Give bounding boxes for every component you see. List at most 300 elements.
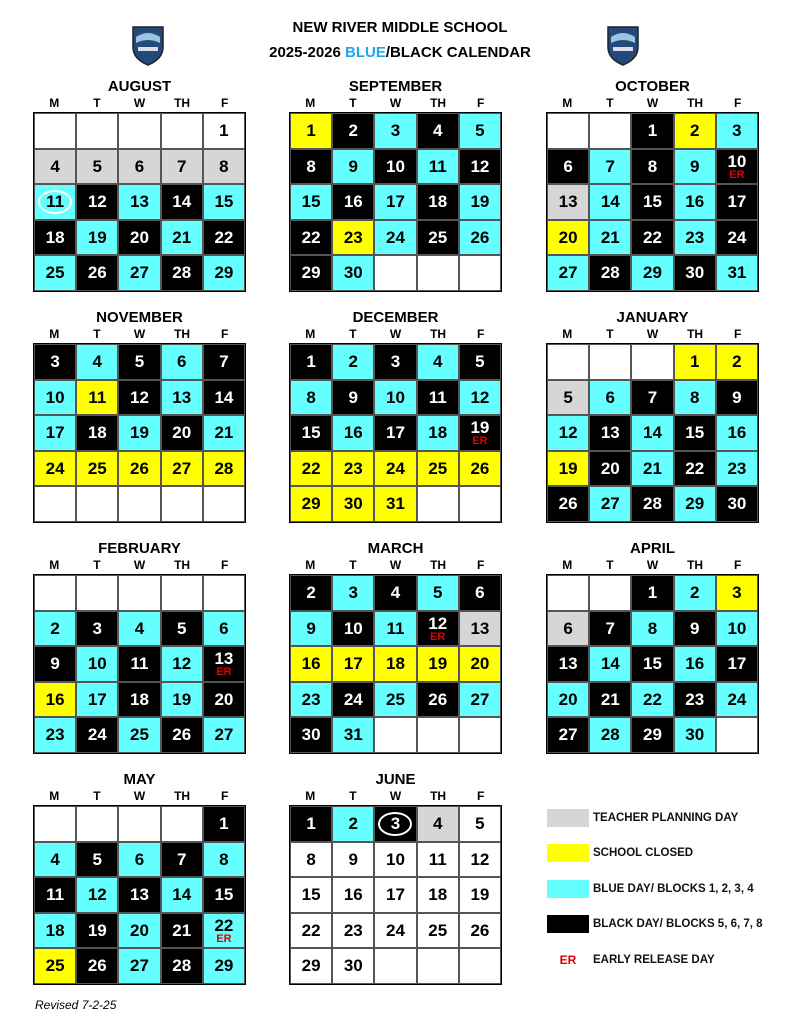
day-number: 18 (386, 654, 405, 674)
day-cell (76, 913, 118, 949)
day-cell (76, 877, 118, 913)
day-cell (374, 717, 416, 753)
day-number: 8 (689, 387, 700, 407)
weekday-header (33, 96, 246, 110)
day-number: 15 (301, 423, 321, 443)
day-cell (118, 877, 160, 913)
day-cell (417, 380, 459, 416)
day-cell (589, 380, 631, 416)
title-rest: /BLACK CALENDAR (385, 44, 531, 61)
day-number: 14 (214, 387, 234, 407)
day-cell (459, 948, 501, 984)
day-cell (459, 344, 501, 380)
day-cell (290, 184, 332, 220)
day-number: 11 (428, 387, 447, 407)
day-number: 10 (343, 618, 363, 638)
weekday-label: T (93, 789, 101, 803)
day-cell (374, 646, 416, 682)
day-number: 29 (214, 263, 234, 283)
day-number: 26 (470, 920, 490, 940)
day-number: 1 (647, 583, 658, 603)
day-number: 13 (470, 618, 490, 638)
day-cell (290, 611, 332, 647)
day-cell (417, 842, 459, 878)
day-number: 15 (685, 423, 705, 443)
day-number: 23 (727, 458, 747, 478)
day-cell (332, 184, 374, 220)
day-cell (332, 913, 374, 949)
day-cell (203, 646, 245, 682)
month-grid (33, 805, 246, 985)
day-number: 27 (470, 689, 490, 709)
day-cell (76, 344, 118, 380)
day-number: 15 (214, 192, 234, 212)
day-number: 16 (301, 654, 321, 674)
day-cell (674, 717, 716, 753)
weekday-label: TH (174, 789, 191, 803)
day-cell (631, 717, 673, 753)
day-number: 29 (214, 956, 234, 976)
school-logo-right (605, 23, 641, 67)
day-number: 21 (643, 458, 662, 478)
day-cell (161, 877, 203, 913)
day-number: 17 (727, 192, 747, 212)
day-number: 25 (386, 689, 405, 709)
day-number: 24 (727, 689, 747, 709)
day-cell (417, 806, 459, 842)
day-cell (417, 184, 459, 220)
day-cell (674, 113, 716, 149)
weekday-label: W (389, 327, 402, 341)
day-cell (459, 255, 501, 291)
day-number: 28 (600, 725, 620, 745)
day-cell (34, 948, 76, 984)
day-cell (118, 611, 160, 647)
day-cell (374, 451, 416, 487)
day-cell (34, 486, 76, 522)
day-cell (161, 486, 203, 522)
weekday-label: T (93, 558, 101, 572)
day-cell (417, 255, 459, 291)
day-cell (459, 220, 501, 256)
day-number: 2 (732, 352, 742, 372)
day-cell (332, 646, 374, 682)
day-cell (161, 415, 203, 451)
day-cell (203, 184, 245, 220)
day-number: 12 (470, 387, 490, 407)
day-cell (118, 682, 160, 718)
day-number: 17 (727, 654, 747, 674)
early-release-mark: ER (216, 666, 232, 679)
day-cell (290, 842, 332, 878)
day-number: 13 (130, 885, 149, 905)
day-cell (203, 575, 245, 611)
day-number: 5 (92, 156, 103, 176)
day-cell (76, 486, 118, 522)
day-number: 19 (470, 418, 490, 438)
legend-label: TEACHER PLANNING DAY (593, 811, 739, 824)
day-number: 6 (563, 156, 573, 176)
day-cell (34, 717, 76, 753)
day-cell (290, 682, 332, 718)
day-cell (76, 380, 118, 416)
weekday-label: W (389, 558, 402, 572)
day-cell (203, 877, 245, 913)
day-number: 23 (685, 689, 705, 709)
month-name: AUGUST (107, 78, 172, 95)
day-cell (34, 842, 76, 878)
day-cell (459, 842, 501, 878)
day-number: 16 (685, 654, 705, 674)
weekday-label: F (477, 789, 485, 803)
day-number: 31 (386, 494, 405, 514)
month-name: APRIL (630, 540, 675, 557)
day-number: 21 (214, 423, 234, 443)
month-december (289, 309, 502, 523)
day-number: 23 (343, 227, 363, 247)
day-cell (374, 149, 416, 185)
day-number: 4 (50, 849, 60, 869)
day-number: 3 (390, 814, 401, 834)
day-number: 25 (45, 956, 65, 976)
day-number: 30 (685, 263, 705, 283)
day-cell (76, 415, 118, 451)
day-number: 14 (643, 423, 662, 443)
weekday-label: M (305, 96, 316, 110)
weekday-header (289, 558, 502, 572)
day-cell (374, 415, 416, 451)
day-cell (34, 344, 76, 380)
day-number: 28 (600, 263, 620, 283)
day-number: 26 (130, 458, 149, 478)
swatch-yellow (547, 844, 589, 862)
day-cell (203, 717, 245, 753)
day-cell (547, 682, 589, 718)
day-cell (203, 149, 245, 185)
day-number: 27 (558, 725, 578, 745)
day-number: 2 (348, 121, 359, 141)
day-number: 29 (301, 263, 321, 283)
day-number: 23 (45, 725, 65, 745)
swatch-black (547, 915, 589, 933)
day-cell (161, 113, 203, 149)
day-cell (34, 806, 76, 842)
day-number: 20 (172, 423, 192, 443)
day-cell (76, 842, 118, 878)
day-number: 31 (343, 725, 363, 745)
day-number: 12 (470, 849, 490, 869)
day-cell (161, 184, 203, 220)
day-number: 4 (390, 583, 401, 603)
day-number: 18 (428, 885, 448, 905)
day-cell (161, 255, 203, 291)
day-cell (118, 149, 160, 185)
day-number: 8 (306, 387, 316, 407)
day-cell (417, 149, 459, 185)
day-number: 10 (87, 654, 107, 674)
day-cell (118, 415, 160, 451)
day-number: 28 (643, 494, 662, 514)
day-cell (716, 575, 758, 611)
day-number: 16 (343, 192, 363, 212)
day-cell (76, 113, 118, 149)
day-cell (374, 220, 416, 256)
day-cell (290, 113, 332, 149)
day-cell (76, 682, 118, 718)
day-number: 5 (475, 814, 485, 834)
day-number: 16 (685, 192, 705, 212)
weekday-label: W (389, 96, 402, 110)
day-cell (290, 344, 332, 380)
day-cell (674, 415, 716, 451)
day-cell (417, 682, 459, 718)
day-cell (716, 717, 758, 753)
weekday-label: F (734, 558, 742, 572)
month-name: FEBRUARY (98, 540, 181, 557)
day-cell (674, 682, 716, 718)
day-number: 4 (134, 618, 145, 638)
day-cell (631, 344, 673, 380)
day-cell (76, 220, 118, 256)
day-number: 9 (348, 849, 359, 869)
day-number: 27 (558, 263, 578, 283)
day-cell (589, 646, 631, 682)
day-cell (374, 486, 416, 522)
day-cell (674, 611, 716, 647)
day-number: 6 (563, 618, 573, 638)
day-number: 19 (470, 885, 490, 905)
day-cell (118, 255, 160, 291)
day-cell (203, 682, 245, 718)
day-cell (459, 451, 501, 487)
day-number: 30 (727, 494, 747, 514)
day-cell (290, 948, 332, 984)
day-number: 8 (219, 849, 229, 869)
legend-er (547, 942, 763, 978)
day-cell (716, 149, 758, 185)
day-cell (674, 486, 716, 522)
day-cell (589, 486, 631, 522)
day-number: 2 (689, 121, 700, 141)
day-number: 5 (475, 352, 485, 372)
day-cell (459, 415, 501, 451)
day-number: 10 (45, 387, 65, 407)
day-cell (716, 682, 758, 718)
day-cell (547, 220, 589, 256)
weekday-label: F (734, 327, 742, 341)
day-cell (589, 184, 631, 220)
day-cell (332, 149, 374, 185)
day-cell (76, 255, 118, 291)
day-number: 24 (45, 458, 65, 478)
weekday-label: T (349, 789, 357, 803)
day-number: 19 (130, 423, 149, 443)
day-cell (290, 575, 332, 611)
day-number: 4 (432, 814, 443, 834)
day-number: 27 (130, 263, 149, 283)
day-cell (118, 486, 160, 522)
day-cell (332, 380, 374, 416)
day-number: 8 (219, 156, 229, 176)
day-cell (374, 611, 416, 647)
legend-label: EARLY RELEASE DAY (593, 953, 715, 966)
day-cell (547, 717, 589, 753)
day-number: 14 (600, 654, 620, 674)
day-number: 13 (214, 649, 234, 669)
legend-label: BLUE DAY/ BLOCKS 1, 2, 3, 4 (593, 882, 754, 895)
day-cell (674, 380, 716, 416)
day-number: 3 (92, 618, 103, 638)
day-number: 3 (732, 121, 742, 141)
day-number: 22 (643, 227, 662, 247)
weekday-label: TH (687, 327, 704, 341)
day-cell (290, 415, 332, 451)
day-number: 30 (343, 956, 363, 976)
day-cell (34, 220, 76, 256)
day-cell (547, 646, 589, 682)
weekday-label: TH (687, 558, 704, 572)
day-cell (203, 611, 245, 647)
day-number: 12 (470, 156, 490, 176)
day-cell (674, 646, 716, 682)
day-cell (161, 575, 203, 611)
weekday-header (289, 96, 502, 110)
day-number: 8 (647, 618, 658, 638)
day-cell (631, 682, 673, 718)
day-number: 18 (428, 423, 448, 443)
day-cell (374, 113, 416, 149)
month-grid (546, 343, 759, 523)
day-number: 18 (45, 920, 65, 940)
day-cell (459, 646, 501, 682)
weekday-label: TH (430, 789, 447, 803)
day-number: 11 (88, 387, 107, 407)
day-number: 26 (87, 956, 107, 976)
day-number: 10 (727, 618, 747, 638)
weekday-label: F (221, 558, 229, 572)
day-number: 20 (558, 227, 578, 247)
day-number: 28 (172, 956, 192, 976)
day-cell (459, 380, 501, 416)
day-cell (674, 451, 716, 487)
day-cell (459, 575, 501, 611)
weekday-label: F (734, 96, 742, 110)
day-cell (716, 486, 758, 522)
day-number: 11 (46, 885, 65, 905)
day-number: 20 (130, 920, 149, 940)
day-number: 16 (343, 885, 363, 905)
weekday-label: TH (430, 96, 447, 110)
day-cell (76, 717, 118, 753)
day-number: 15 (301, 885, 321, 905)
day-number: 28 (172, 263, 192, 283)
day-cell (674, 220, 716, 256)
day-number: 24 (386, 227, 405, 247)
day-cell (34, 575, 76, 611)
day-cell (417, 486, 459, 522)
day-number: 4 (432, 352, 443, 372)
day-cell (674, 184, 716, 220)
day-number: 20 (470, 654, 490, 674)
day-number: 18 (45, 227, 65, 247)
day-cell (203, 255, 245, 291)
day-number: 20 (130, 227, 149, 247)
day-number: 9 (689, 156, 700, 176)
weekday-label: M (305, 558, 316, 572)
day-cell (589, 113, 631, 149)
day-number: 3 (732, 583, 742, 603)
day-cell (203, 113, 245, 149)
highlight-circle (378, 812, 412, 836)
month-grid (33, 574, 246, 754)
month-name: SEPTEMBER (348, 78, 443, 95)
day-cell (161, 149, 203, 185)
day-cell (332, 948, 374, 984)
day-number: 20 (600, 458, 620, 478)
day-number: 26 (428, 689, 448, 709)
day-cell (374, 255, 416, 291)
day-number: 26 (172, 725, 192, 745)
day-number: 20 (214, 689, 234, 709)
day-cell (34, 380, 76, 416)
day-cell (716, 255, 758, 291)
day-number: 29 (301, 494, 321, 514)
month-grid (289, 574, 502, 754)
month-grid (546, 574, 759, 754)
day-number: 12 (87, 192, 107, 212)
er-mark: ER (559, 952, 577, 967)
weekday-label: TH (430, 327, 447, 341)
day-cell (34, 149, 76, 185)
weekday-label: M (562, 558, 573, 572)
day-cell (161, 220, 203, 256)
month-september (289, 78, 502, 292)
day-number: 10 (386, 156, 405, 176)
day-number: 25 (130, 725, 149, 745)
day-cell (459, 717, 501, 753)
weekday-label: T (606, 558, 614, 572)
weekday-label: W (133, 96, 146, 110)
day-number: 9 (50, 654, 60, 674)
day-number: 23 (685, 227, 705, 247)
day-cell (290, 255, 332, 291)
weekday-header (546, 558, 759, 572)
day-number: 13 (130, 192, 149, 212)
day-number: 13 (172, 387, 192, 407)
day-cell (716, 344, 758, 380)
day-number: 6 (219, 618, 229, 638)
day-number: 5 (563, 387, 573, 407)
day-number: 16 (45, 689, 65, 709)
weekday-label: W (133, 558, 146, 572)
day-number: 11 (130, 654, 149, 674)
day-number: 21 (600, 227, 620, 247)
day-cell (547, 486, 589, 522)
day-number: 29 (643, 725, 662, 745)
day-number: 16 (343, 423, 363, 443)
day-cell (203, 380, 245, 416)
day-cell (118, 842, 160, 878)
day-cell (203, 220, 245, 256)
day-number: 18 (130, 689, 149, 709)
weekday-label: M (49, 558, 60, 572)
day-cell (674, 255, 716, 291)
month-grid (289, 343, 502, 523)
day-cell (332, 575, 374, 611)
day-cell (417, 451, 459, 487)
day-number: 24 (386, 920, 405, 940)
legend-label: BLACK DAY/ BLOCKS 5, 6, 7, 8 (593, 918, 763, 931)
